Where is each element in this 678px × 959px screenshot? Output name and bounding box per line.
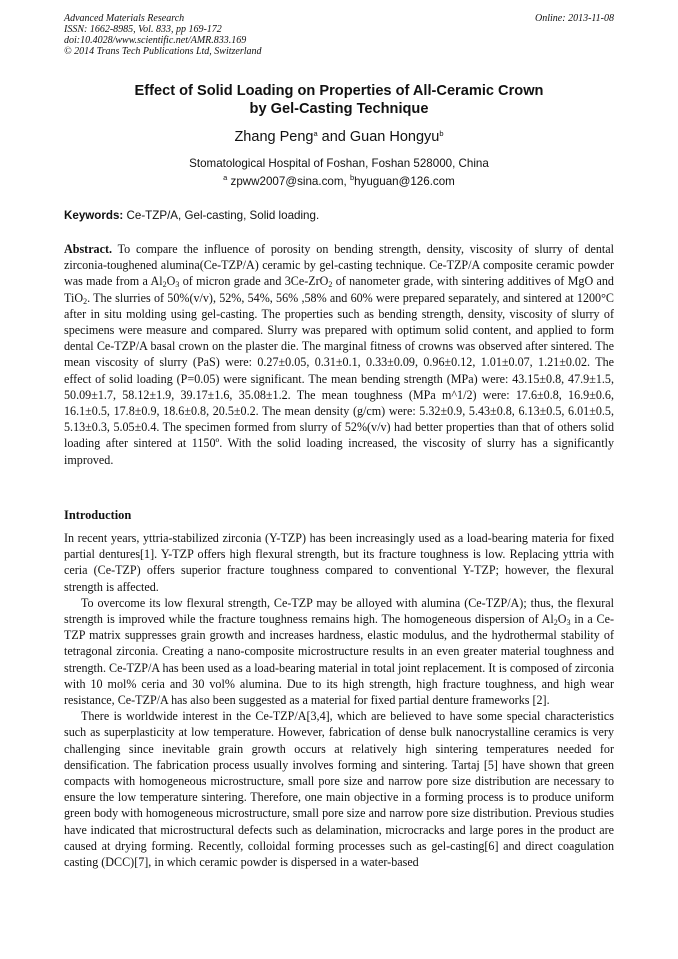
- intro-p2-sub-1: 2: [553, 618, 558, 628]
- section-heading-introduction: Introduction: [64, 508, 132, 522]
- intro-paragraph-2: [64, 595, 614, 708]
- author-1-affil-mark: a: [313, 129, 318, 138]
- abstract: [64, 241, 614, 468]
- paper-title: [64, 82, 614, 118]
- introduction-body: [64, 530, 614, 870]
- affiliation: Stomatological Hospital of Foshan, Foshan 528000, China: [189, 157, 489, 170]
- journal-name: Advanced Materials Research: [64, 13, 185, 24]
- email-mark-b: b: [349, 173, 355, 182]
- abstract-text-3: of micron grade and 3Ce-ZrO: [179, 274, 329, 289]
- abstract-text-4: of nanometer grade, with sintering additives of MgO and TiO: [64, 274, 614, 305]
- online-date: [535, 13, 614, 24]
- intro-p2-text-2: O: [557, 612, 567, 627]
- journal-header: [64, 13, 262, 57]
- email-b[interactable]: hyuguan@126.com: [354, 175, 455, 188]
- paper-title-line-2: by Gel-Casting Technique: [249, 101, 429, 117]
- intro-paragraph-3: There is worldwide interest in the Ce-TZP/A[3,4], which are believed to have some special characteristics such as superplasticity at low temperature. However, fabrication of dense bulk nanocrystalline ceramics is very challenging since inevitable grain growth occurs at relatively high sintering temperatures needed for densification. The fabrication process usually involves forming and sintering. Tartaj [5] have shown that green compacts with homogeneous microstructure, small pore size and narrow pore size distribution are necessary to ensure the low temperature sintering. Therefore, one main objective in a forming process is to produce uniform green body with homogeneous microstructure, small pore size and narrow pore size distribution. Previous studies have indicated that microstructural defects such as delamination, microcracks and large pores in the product are caused at drying forming. Recently, colloidal forming processes such as gel-casting[6] and direct coagulation casting (DCC)[7], in which ceramic powder is dispersed in a water-based: [64, 709, 614, 870]
- abstract-text-5: . The slurries of 50%(v/v), 52%, 54%, 56% ,58% and 60% were prepared separately, and sintered at 1200°C after in situ molding using gel-casting. The properties such as bending strength, density, viscosity of slurry of specimens were measure and compared. Slurry was prepared with optimum solid content, and applied to form dental Ce-TZP/A basal crown on the plaster die. The marginal fitness of crowns was observed after sintered. The mean viscosity of slurry (PaS) were: 0.27±0.05, 0.31±0.1, 0.33±0.09, 0.96±0.12, 1.01±0.07, 1.21±0.02. The effect of solid loading (P=0.05) were significant. The mean bending strength (MPa) were: 43.15±0.8, 47.9±1.5, 50.09±1.7, 58.12±1.9, 39.17±1.6, 35.08±1.2. The mean toughness (MPa m^1/2) were: 17.6±0.8, 16.9±0.6, 16.1±0.5, 17.8±0.9, 18.6±0.8, 20.5±0.2. The mean density (g/cm) were: 5.32±0.9, 5.43±0.8, 6.13±0.5, 6.01±0.5, 5.13±0.3, 5.05±0.4. The specimen formed from slurry of 52%(v/v) had better properties than that of others solid loading after sintered at 1150º. With the solid loading increased, the viscosity of slurry has a significantly improved.: [64, 290, 614, 467]
- journal-issn: ISSN: 1662-8985, Vol. 833, pp 169-172: [64, 24, 222, 35]
- online-date-text: Online: 2013-11-08: [535, 13, 614, 24]
- paper-title-line-1: Effect of Solid Loading on Properties of All-Ceramic Crown: [134, 83, 544, 99]
- authors: [64, 128, 614, 146]
- email-mark-a: a: [223, 173, 228, 182]
- abstract-text-2: O: [166, 274, 176, 289]
- author-2: Guan Hongyu: [349, 129, 440, 145]
- intro-p2-sub-2: 3: [566, 618, 571, 628]
- journal-copyright: © 2014 Trans Tech Publications Ltd, Switzerland: [64, 46, 262, 57]
- author-2-affil-mark: b: [439, 129, 444, 138]
- author-1: Zhang Peng: [234, 129, 314, 145]
- intro-p2-text-3: in a Ce-TZP matrix suppresses grain growth and increases hardness, elastic modulus, and the hydrothermal stability of tetragonal zirconia. Creating a nano-composite microstructure results in an even greater material toughness and strength. Ce-TZP/A has been used as a load-bearing material in total joint replacement. It is composed of zirconia with 10 mol% ceria and 30 vol% alumina. Due to its high strength, high fracture toughness, and high wear resistance, Ce-TZP/A has also been suggested as a material for fixed partial denture frameworks [2].: [64, 612, 615, 708]
- abstract-sub-2: 3: [175, 280, 180, 290]
- email-a[interactable]: zpww2007@sina.com,: [227, 175, 350, 188]
- keywords-label: Keywords:: [64, 209, 124, 222]
- abstract-text-1: To compare the influence of porosity on bending strength, density, viscosity of slurry of dental zirconia-toughened alumina(Ce-TZP/A) ceramic by gel-casting technique. Ce-TZP/A composite ceramic powder was made from a Al: [64, 242, 614, 289]
- keywords: [64, 208, 614, 224]
- intro-paragraph-1: In recent years, yttria-stabilized zirconia (Y-TZP) has been increasingly used as a load-bearing materia for fixed partial dentures[1]. Y-TZP offers high flexural strength, but its fracture toughness is low. Replacing yttria with ceria (Ce-TZP) offers superior fracture toughness compared to conventional Y-TZP; however, the flexural strength is affected.: [64, 531, 614, 594]
- abstract-label: Abstract.: [64, 242, 113, 256]
- keywords-text: Ce-TZP/A, Gel-casting, Solid loading.: [123, 209, 320, 222]
- abstract-sub-4: 2: [83, 296, 88, 306]
- journal-doi[interactable]: doi:10.4028/www.scientific.net/AMR.833.169: [64, 35, 247, 46]
- abstract-sub-3: 2: [328, 280, 333, 290]
- abstract-sub-1: 2: [162, 280, 167, 290]
- authors-and: and: [317, 129, 350, 145]
- author-emails: [64, 173, 614, 191]
- intro-p2-text-1: To overcome its low flexural strength, Ce-TZP may be alloyed with alumina (Ce-TZP/A); thus, the flexural strength is improved while the fracture toughness remains high. The homogeneous dispersion of Al: [64, 595, 614, 627]
